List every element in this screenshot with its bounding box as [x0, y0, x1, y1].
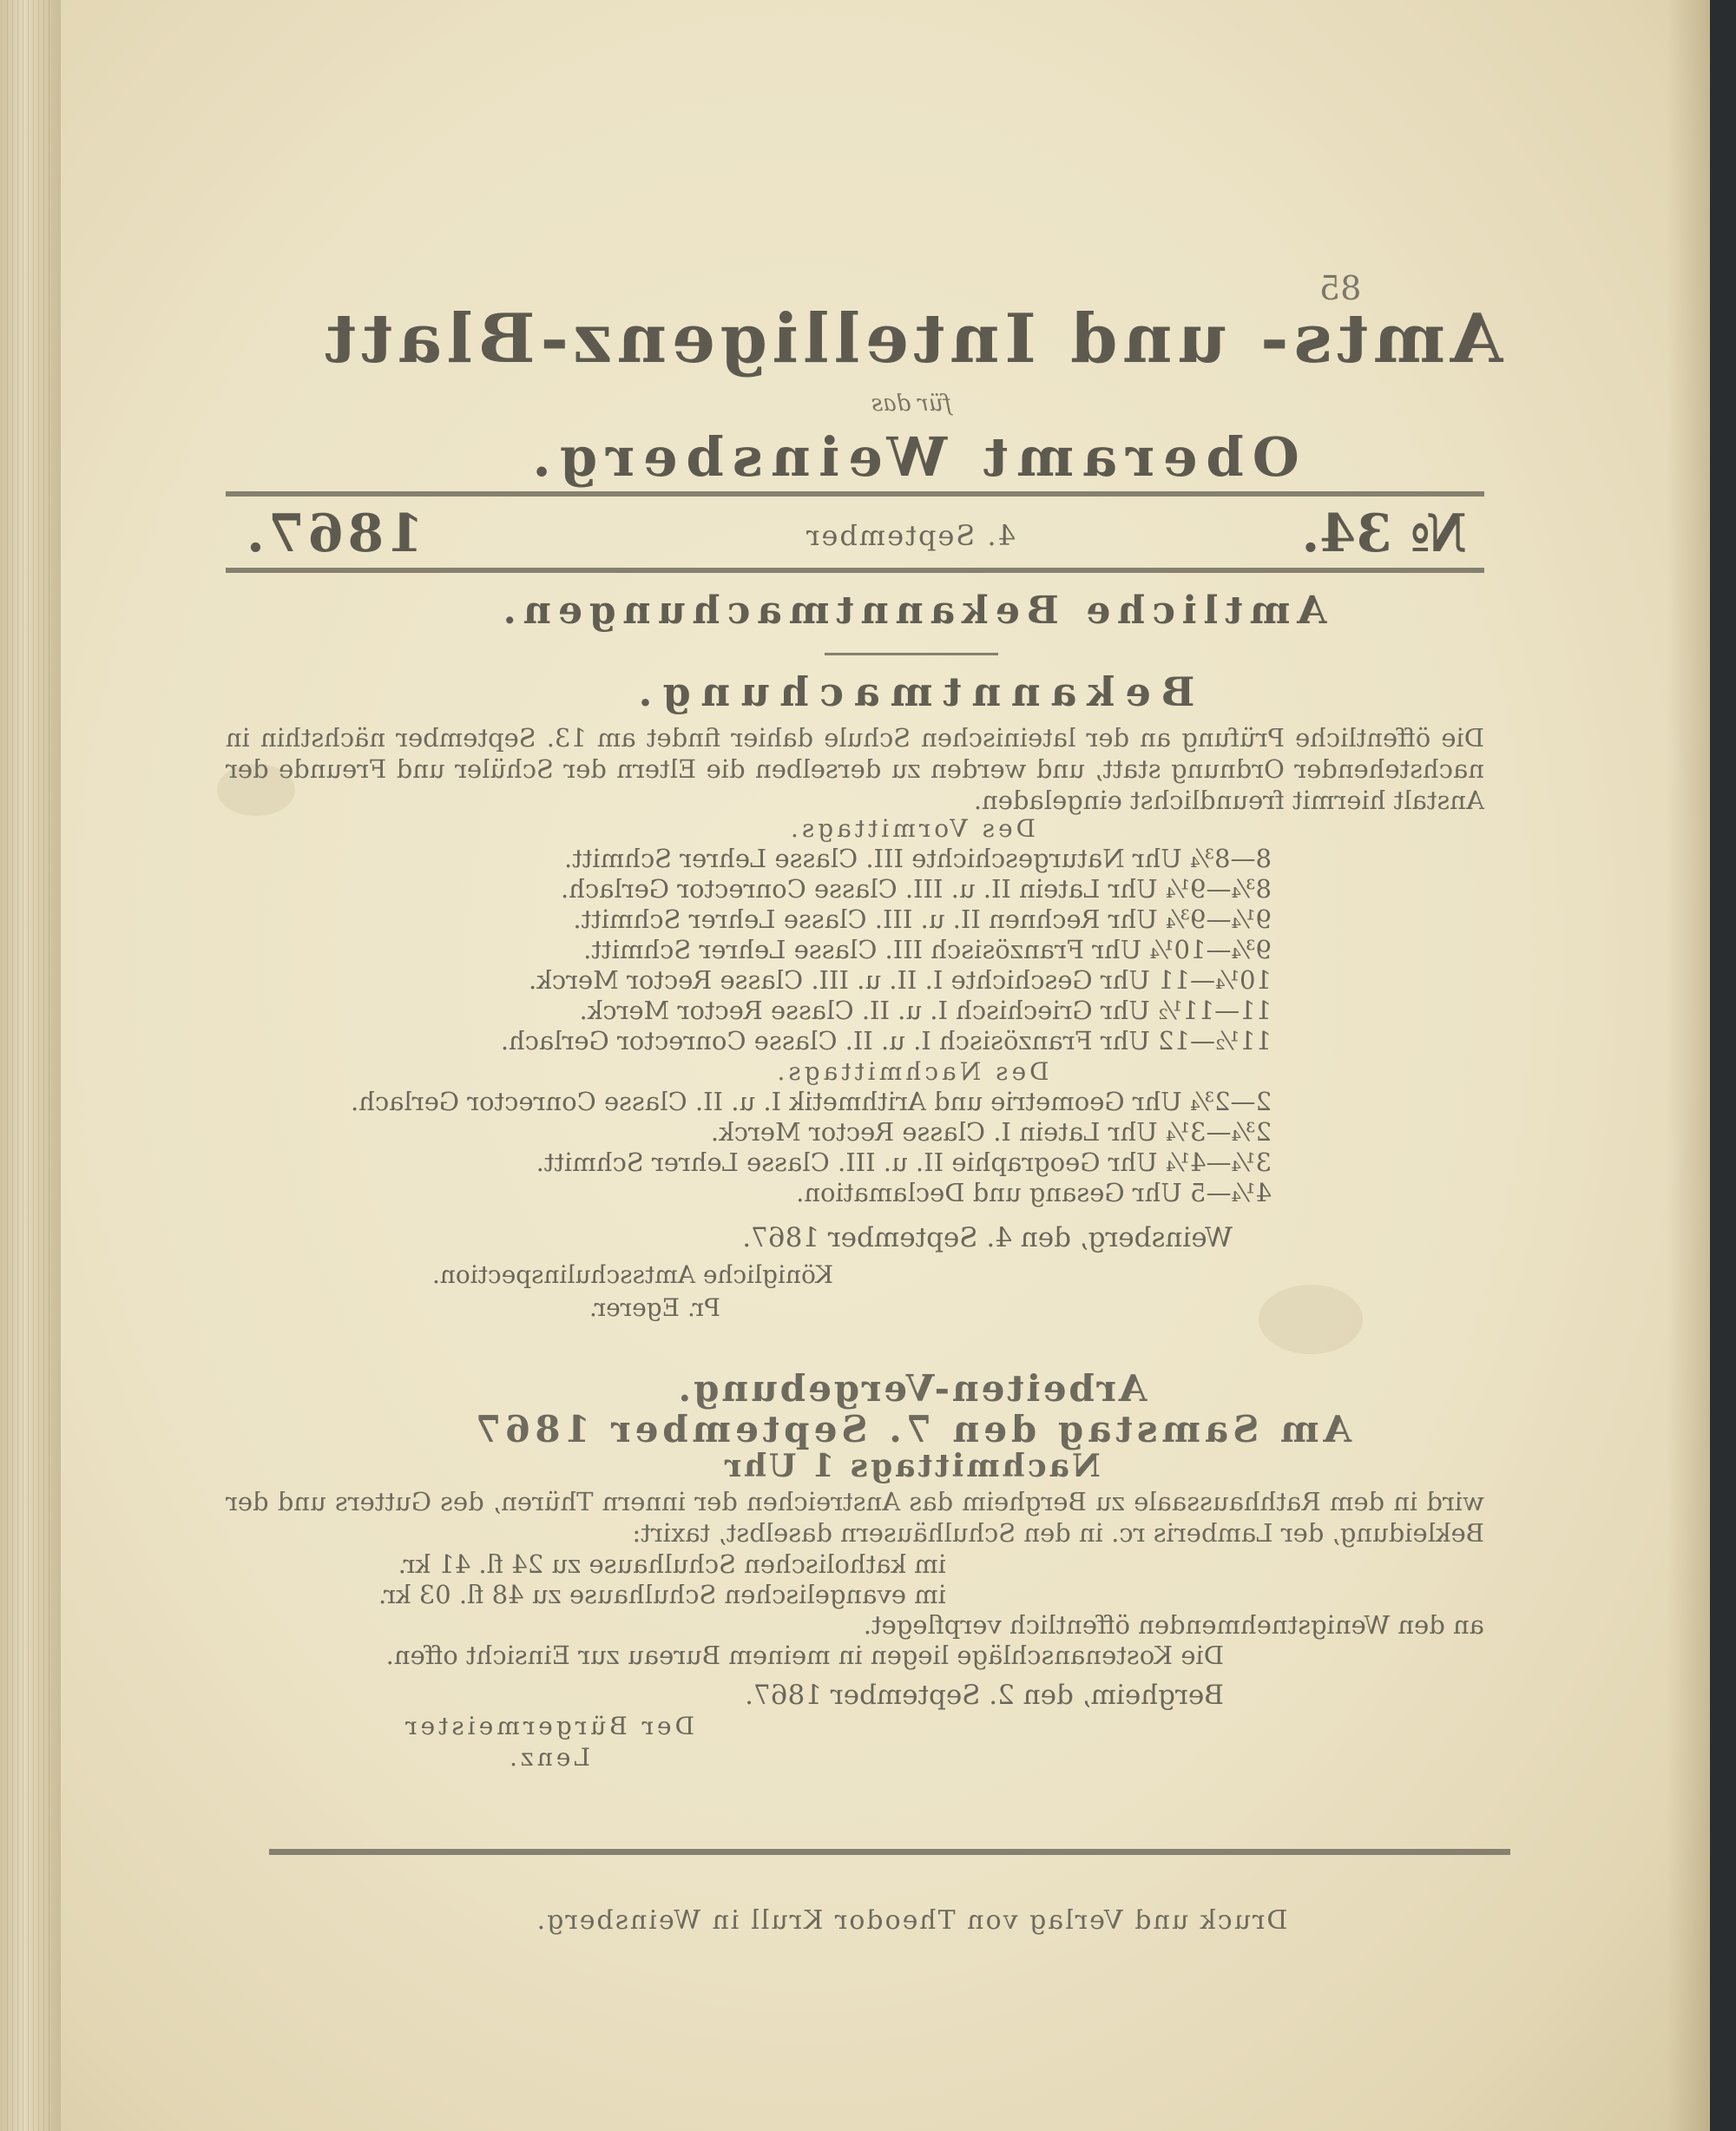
notice1-place-date: Weinsberg, den 4. September 1867.: [742, 1222, 1233, 1253]
schedule-row: 3¼—4¼ Uhr Geographie II. u. III. Classe Lehrer Schmitt.: [536, 1148, 1272, 1177]
masthead-fuer: für das: [871, 391, 952, 417]
price-item: im evangelischen Schulhause zu 48 fl. 03 kr.: [378, 1580, 946, 1609]
page-number: 85: [1319, 269, 1362, 307]
masthead-title: Amts- und Intelligenz-Blatt: [319, 299, 1503, 378]
scan-background-edge: [1710, 0, 1736, 2131]
top-rule: [226, 491, 1484, 497]
schedule-row: 10¼—11 Uhr Geschichte I. II. u. III. Classe Rector Merck.: [529, 965, 1272, 995]
afternoon-label: Des Nachmittags.: [773, 1057, 1049, 1086]
issue-date: 4. September: [805, 519, 1016, 552]
notice2-signer: Lenz.: [506, 1743, 590, 1772]
schedule-row: 2¾—3¼ Uhr Latein I. Classe Rector Merck.: [710, 1117, 1272, 1147]
issue-number: № 34.: [1301, 503, 1467, 564]
section-heading: Amtliche Bekanntmachungen.: [496, 589, 1327, 633]
issue-line: [226, 503, 1484, 564]
schedule-row: 2—2¾ Uhr Geometrie und Arithmetik I. u. II. Classe Conrector Gerlach.: [351, 1087, 1272, 1116]
notice1-intro: Die öffentliche Prüfung an der lateinischen Schule dahier findet am 13. September nächsthin in nachstehender Ordnung statt, und werden zu derselben die Eltern der Schüler und Freunde der Anstalt hiermit freundlichst eingeladen.: [226, 723, 1484, 815]
notice2-place-date: Bergheim, den 2. September 1867.: [745, 1680, 1224, 1711]
notice2-date-line: Am Samstag den 7. September 1867: [470, 1408, 1352, 1450]
notice1-title: Bekanntmachung.: [628, 668, 1195, 715]
morning-label: Des Vormittags.: [786, 814, 1036, 843]
price-item: im katholischen Schulhause zu 24 fl. 41 kr.: [398, 1549, 946, 1579]
schedule-row: 9¼—9¾ Uhr Rechnen II. u. III. Classe Lehrer Schmitt.: [573, 904, 1272, 934]
notice2-title: Arbeiten-Vergebung.: [675, 1367, 1147, 1410]
masthead-subtitle: Oberamt Weinsberg.: [523, 425, 1299, 489]
issue-year: 1867.: [243, 503, 424, 564]
mirrored-print: [226, 0, 1597, 2131]
schedule-row: 11½—12 Uhr Französisch I. u. II. Classe Conrector Gerlach.: [500, 1026, 1272, 1056]
schedule-row: 8—8¾ Uhr Naturgeschichte III. Classe Lehrer Schmitt.: [563, 844, 1272, 873]
notice2-note: Die Kostenanschläge liegen in meinem Bureau zur Einsicht offen.: [385, 1641, 1224, 1670]
schedule-row: 11—11½ Uhr Griechisch I. u. II. Classe Rector Merck.: [579, 996, 1272, 1025]
newspaper-page: [61, 0, 1710, 2131]
notice1-signer: Pr. Egerer.: [589, 1293, 720, 1322]
schedule-row: 9¾—10¼ Uhr Französisch III. Classe Lehrer Schmitt.: [583, 935, 1272, 964]
notice2-authority: Der Bürgermeister: [402, 1712, 694, 1740]
book-spine: [0, 0, 62, 2131]
schedule-row: 8¾—9¼ Uhr Latein II. u. III. Classe Conrector Gerlach.: [561, 874, 1272, 904]
schedule-row: 4¼—5 Uhr Gesang und Declamation.: [796, 1178, 1272, 1207]
bottom-rule: [226, 568, 1484, 573]
notice2-closing: an den Wenigstnehmenden öffentlich verpfleget.: [863, 1610, 1484, 1640]
section-divider: [825, 653, 998, 655]
notice2-body: wird in dem Rathhaussaale zu Bergheim das Anstreichen der innern Thüren, des Gutters und der Bekleidung, der Lamberis rc. in den Schulhäusern daselbst, taxirt:: [226, 1487, 1484, 1548]
printer-imprint: Druck und Verlag von Theodor Krull in Weinsberg.: [535, 1905, 1288, 1936]
notice1-authority: Königliche Amtsschulinspection.: [431, 1260, 833, 1289]
footer-rule: [269, 1849, 1510, 1855]
notice2-time-line: Nachmittags 1 Uhr: [722, 1448, 1101, 1484]
